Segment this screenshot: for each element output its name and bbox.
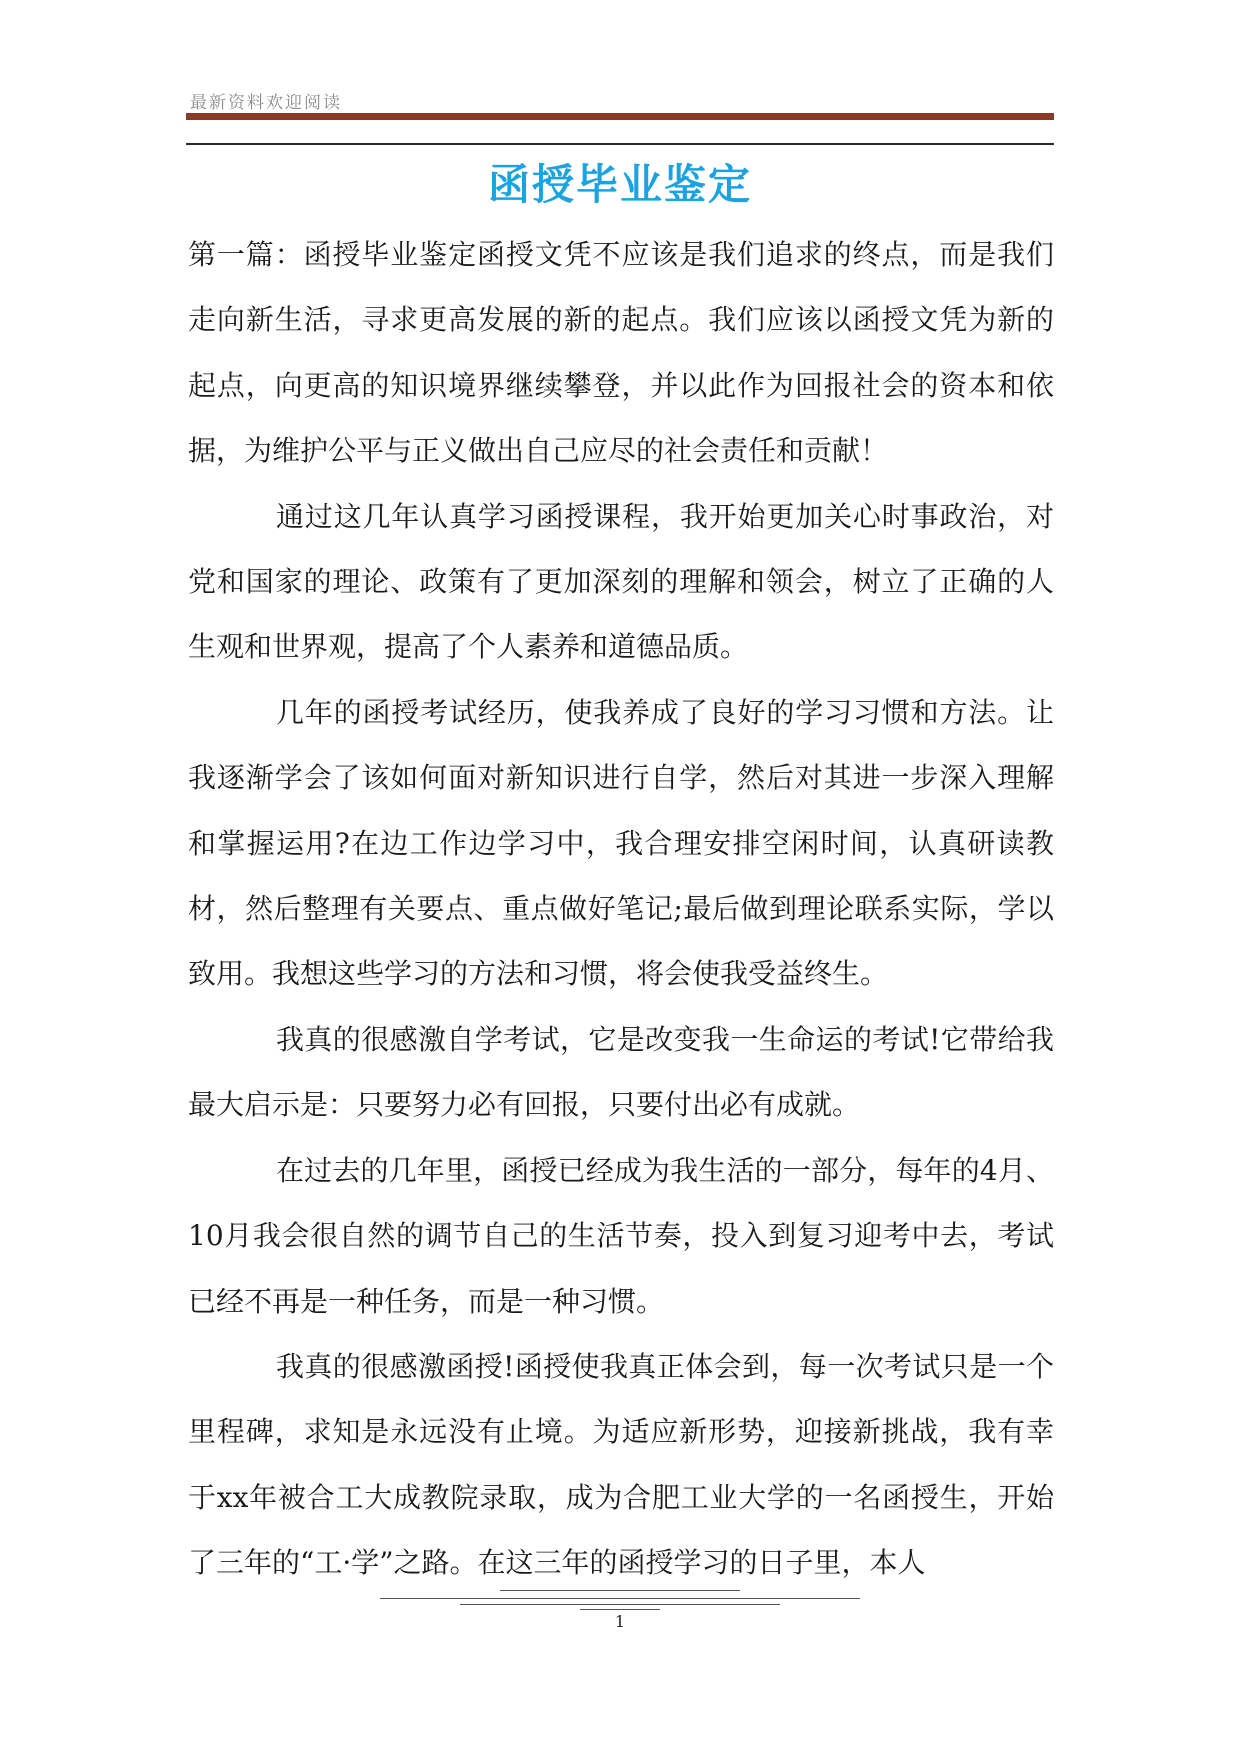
- footer-rule-lower: [460, 1604, 780, 1605]
- header-rule-thin: [186, 143, 1054, 145]
- document-title: 函授毕业鉴定: [487, 160, 752, 209]
- paragraph-6: 我真的很感激函授!函授使我真正体会到，每一次考试只是一个里程碑，求知是永远没有止境。为适应新形势，迎接新挑战，我有幸于xx年被合工大成教院录取，成为合肥工业大学的一名函授生，开始了三年的“工·学”之路。在这三年的函授学习的日子里，本人: [188, 1349, 1054, 1580]
- footer-rule-short: [580, 1609, 660, 1610]
- header-rule-thick: [186, 113, 1054, 120]
- page-footer: [380, 1584, 860, 1644]
- footer-rule-top: [500, 1590, 740, 1591]
- paragraph-1: 第一篇：函授毕业鉴定函授文凭不应该是我们追求的终点，而是我们走向新生活，寻求更高发展的新的起点。我们应该以函授文凭为新的起点，向更高的知识境界继续攀登，并以此作为回报社会的资本和依据，为维护公平与正义做出自己应尽的社会责任和贡献！: [188, 238, 1054, 468]
- document-body: [188, 222, 1054, 1596]
- paragraph-5: 在过去的几年里，函授已经成为我生活的一部分，每年的4月、10月我会很自然的调节自己的生活节奏，投入到复习迎考中去，考试已经不再是一种任务，而是一种习惯。: [188, 1153, 1054, 1318]
- page-number: 1: [614, 1612, 626, 1631]
- paragraph-4: 我真的很感激自学考试，它是改变我一生命运的考试!它带给我最大启示是：只要努力必有回报，只要付出必有成就。: [188, 1022, 1054, 1122]
- footer-rule-middle: [380, 1598, 860, 1599]
- page-header-text: 最新资料欢迎阅读: [190, 93, 342, 113]
- paragraph-2: 通过这几年认真学习函授课程，我开始更加关心时事政治，对党和国家的理论、政策有了更加深刻的理解和领会，树立了正确的人生观和世界观，提高了个人素养和道德品质。: [188, 499, 1054, 664]
- paragraph-3: 几年的函授考试经历，使我养成了良好的学习习惯和方法。让我逐渐学会了该如何面对新知识进行自学，然后对其进一步深入理解和掌握运用?在边工作边学习中，我合理安排空闲时间，认真研读教材，然后整理有关要点、重点做好笔记;最后做到理论联系实际，学以致用。我想这些学习的方法和习惯，将会使我受益终生。: [188, 695, 1054, 991]
